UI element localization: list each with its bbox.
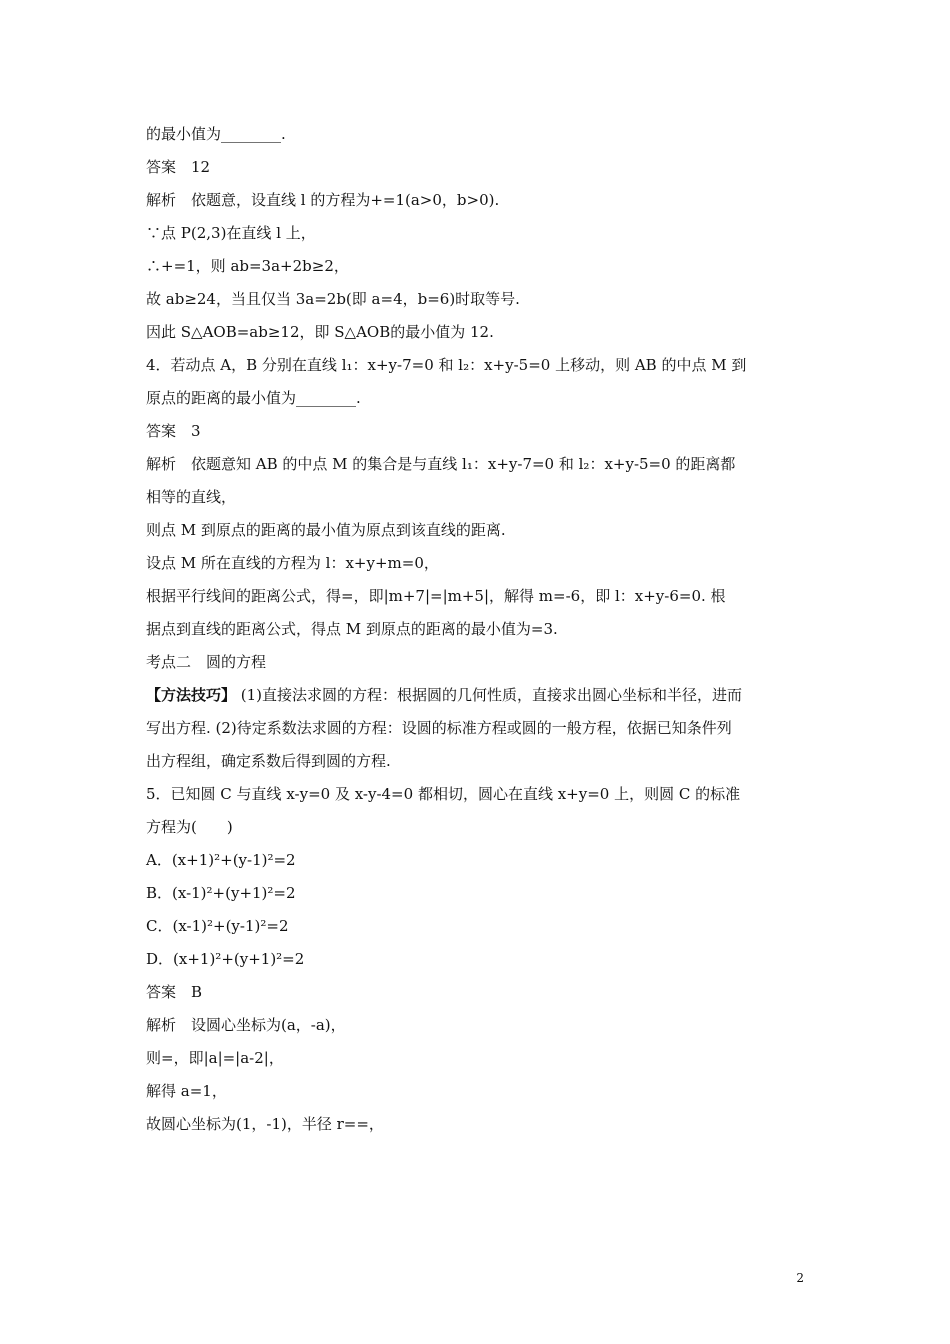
text-line: 原点的距离的最小值为________. [146,389,361,407]
text-line: ∵点 P(2,3)在直线 l 上， [146,224,316,242]
text-line: 解析 依题意，设直线 l 的方程为+=1(a>0，b>0). [146,191,500,209]
text-line: 据点到直线的距离公式，得点 M 到原点的距离的最小值为=3. [146,620,558,638]
text-line: 解得 a=1， [146,1082,227,1100]
text-line: ∴+=1，则 ab=3a+2b≥2， [146,257,349,275]
text-line: 因此 S△AOB=ab≥12，即 S△AOB的最小值为 12. [146,323,494,341]
text-line: 答案 B [146,983,203,1001]
text-line: D．(x+1)²+(y+1)²=2 [146,950,305,968]
text-line: 故圆心坐标为(1，-1)，半径 r==， [146,1115,384,1133]
text-line: 4．若动点 A，B 分别在直线 l₁：x+y-7=0 和 l₂：x+y-5=0 上移动，则 AB 的中点 M 到 [146,356,747,374]
text-line: 答案 12 [146,158,211,176]
document-body [146,124,806,1134]
page-number: 2 [796,1271,804,1285]
text-line: 故 ab≥24，当且仅当 3a=2b(即 a=4，b=6)时取等号. [146,290,520,308]
text-line: 则=，即|a|=|a-2|， [146,1049,284,1067]
text-line: 解析 设圆心坐标为(a，-a)， [146,1016,346,1034]
text-line: 5．已知圆 C 与直线 x-y=0 及 x-y-4=0 都相切，圆心在直线 x+y=0 上，则圆 C 的标准 [146,785,741,803]
text-line: 考点二 圆的方程 [146,653,267,671]
method-tag: 【方法技巧】 [146,686,237,704]
method-text: (1)直接法求圆的方程：根据圆的几何性质，直接求出圆心坐标和半径，进而 [236,686,743,704]
text-line: 则点 M 到原点的距离的最小值为原点到该直线的距离. [146,521,506,539]
text-line: 根据平行线间的距离公式，得=，即|m+7|=|m+5|，解得 m=-6，即 l：x+y-6=0. 根 [146,587,726,605]
text-line: 设点 M 所在直线的方程为 l：x+y+m=0， [146,554,439,572]
text-line [146,685,806,705]
text-line: 方程为( ) [146,818,233,836]
text-line: B．(x-1)²+(y+1)²=2 [146,884,296,902]
text-line: 相等的直线， [146,488,237,506]
text-line: C．(x-1)²+(y-1)²=2 [146,917,289,935]
text-line: 解析 依题意知 AB 的中点 M 的集合是与直线 l₁：x+y-7=0 和 l₂：x+y-5=0 的距离都 [146,455,736,473]
text-line: 答案 3 [146,422,201,440]
text-line: A．(x+1)²+(y-1)²=2 [146,851,296,869]
text-line: 写出方程. (2)待定系数法求圆的方程：设圆的标准方程或圆的一般方程，依据已知条件列 [146,719,732,737]
text-line: 的最小值为________. [146,125,286,143]
text-line: 出方程组，确定系数后得到圆的方程. [146,752,391,770]
